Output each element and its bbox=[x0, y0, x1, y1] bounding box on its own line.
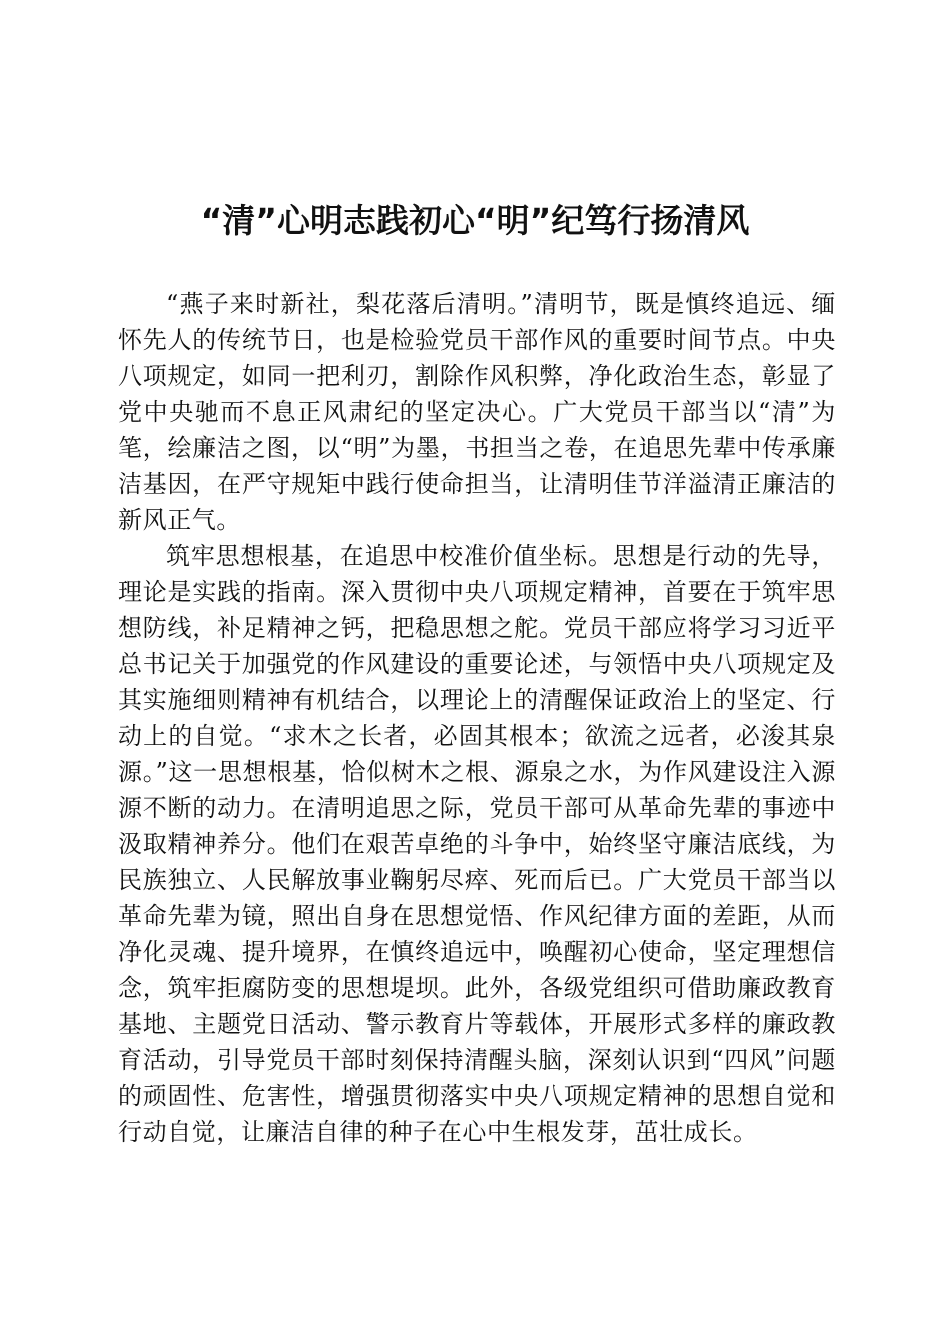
paragraph-intro: “燕子来时新社，梨花落后清明。”清明节，既是慎终追远、缅怀先人的传统节日，也是检验党员干部作风的重要时间节点。中央八项规定，如同一把利刃，割除作风积弊，净化政治生态，彰显了党中央驰而不息正风肃纪的坚定决心。广大党员干部当以“清”为笔，绘廉洁之图，以“明”为墨，书担当之卷，在追思先辈中传承廉洁基因，在严守规矩中践行使命担当，让清明佳节洋溢清正廉洁的新风正气。 bbox=[118, 290, 836, 534]
paragraph-thought-foundation: 筑牢思想根基，在追思中校准价值坐标。思想是行动的先导，理论是实践的指南。深入贯彻中央八项规定精神，首要在于筑牢思想防线，补足精神之钙，把稳思想之舵。党员干部应将学习习近平总书记关于加强党的作风建设的重要论述，与领悟中央八项规定及其实施细则精神有机结合，以理论上的清醒保证政治上的坚定、行动上的自觉。“求木之长者，必固其根本；欲流之远者，必浚其泉源。”这一思想根基，恰似树木之根、源泉之水，为作风建设注入源源不断的动力。在清明追思之际，党员干部可从革命先辈的事迹中汲取精神养分。他们在艰苦卓绝的斗争中，始终坚守廉洁底线，为民族独立、人民解放事业鞠躬尽瘁、死而后已。广大党员干部当以革命先辈为镜，照出自身在思想觉悟、作风纪律方面的差距，从而净化灵魂、提升境界，在慎终追远中，唤醒初心使命，坚定理想信念，筑牢拒腐防变的思想堤坝。此外，各级党组织可借助廉政教育基地、主题党日活动、警示教育片等载体，开展形式多样的廉政教育活动，引导党员干部时刻保持清醒头脑，深刻认识到“四风”问题的顽固性、危害性，增强贯彻落实中央八项规定精神的思想自觉和行动自觉，让廉洁自律的种子在心中生根发芽，茁壮成长。 bbox=[118, 542, 836, 1146]
document-body bbox=[118, 286, 836, 1150]
document-title: “清”心明志践初心“明”纪笃行扬清风 bbox=[200, 201, 750, 240]
